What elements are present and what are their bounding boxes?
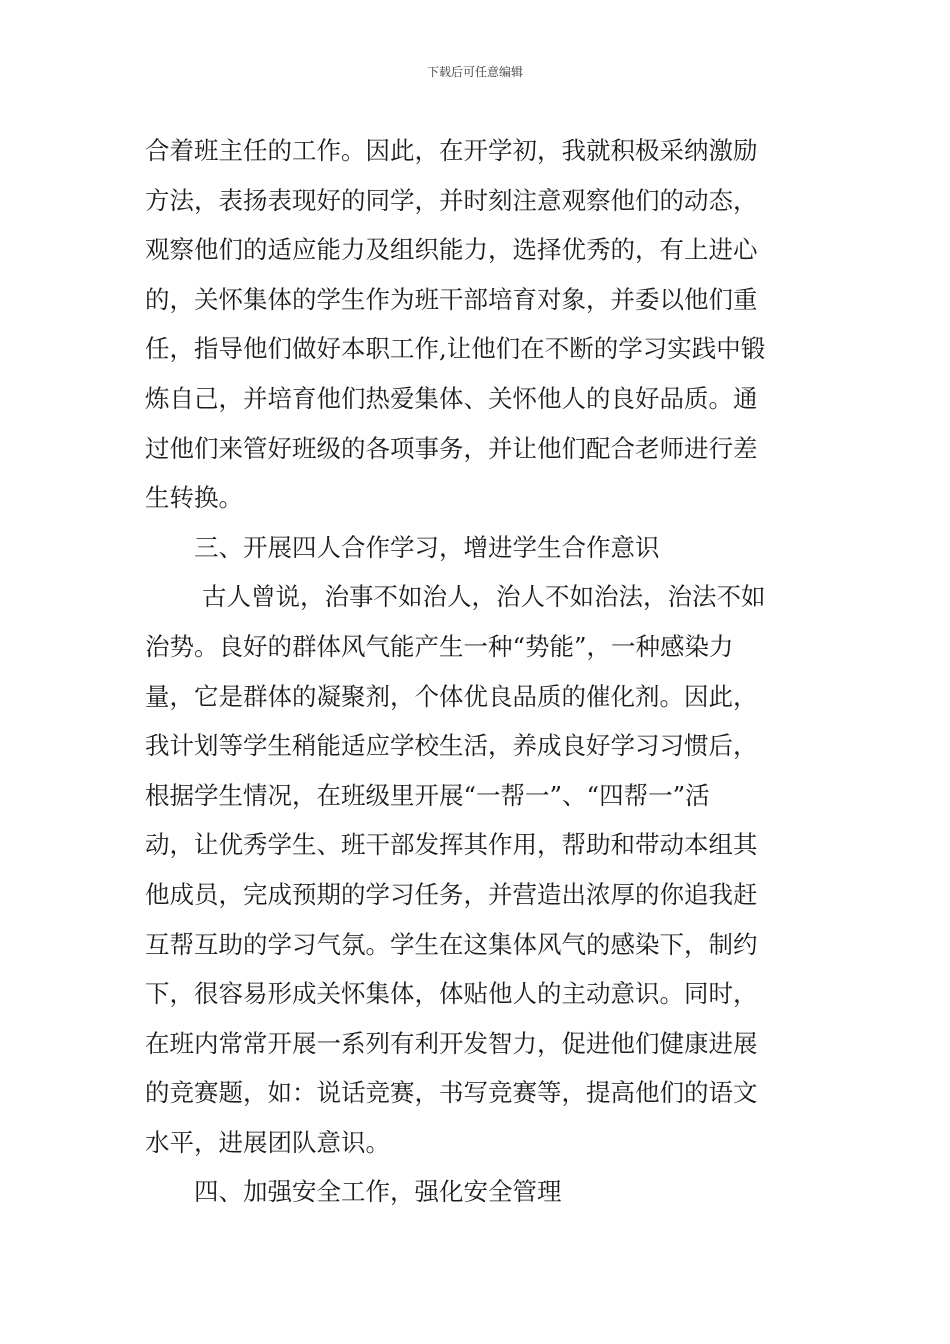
paragraph-line: 我计划等学生稍能适应学校生活，养成良好学习习惯后， [145,731,758,761]
paragraph-line: 生转换。 [145,483,243,513]
paragraph-line: 根据学生情况，在班级里开展“一帮一”、“四帮一”活 [145,780,710,810]
paragraph-line: 量，它是群体的凝聚剂，个体优良品质的催化剂。因此， [145,681,758,711]
paragraph-line: 炼自己，并培育他们热爱集体、关怀他人的良好品质。通 [145,383,758,413]
paragraph-line: 观察他们的适应能力及组织能力，选择优秀的，有上进心 [145,235,758,265]
paragraph-line: 任，指导他们做好本职工作,让他们在不断的学习实践中锻 [145,334,766,364]
paragraph-line: 合着班主任的工作。因此，在开学初，我就积极采纳激励 [145,136,758,165]
paragraph-line: 的，关怀集体的学生作为班干部培育对象，并委以他们重 [145,284,758,314]
document-body [145,126,807,1217]
paragraph-line: 水平，进展团队意识。 [145,1127,390,1157]
paragraph-line: 的竞赛题，如：说话竞赛，书写竞赛等，提高他们的语文 [145,1078,758,1108]
paragraph-line: 下，很容易形成关怀集体，体贴他人的主动意识。同时， [145,979,758,1009]
paragraph-line: 在班内常常开展一系列有利开发智力，促进他们健康进展 [145,1028,758,1058]
paragraph-line: 动，让优秀学生、班干部发挥其作用，帮助和带动本组其 [145,830,758,860]
paragraph-line: 古人曾说，治事不如治人，治人不如治法，治法不如 [202,582,766,612]
section-heading: 三、开展四人合作学习，增进学生合作意识 [194,532,660,562]
paragraph-line: 他成员，完成预期的学习任务，并营造出浓厚的你追我赶 [145,879,758,909]
paragraph-line: 过他们来管好班级的各项事务，并让他们配合老师进行差 [145,433,758,463]
section-heading: 四、加强安全工作，强化安全管理 [194,1177,562,1207]
paragraph-line: 互帮互助的学习气氛。学生在这集体风气的感染下，制约 [145,929,758,959]
page-header: 下载后可任意编辑 [426,65,523,79]
paragraph-line: 方法，表扬表现好的同学，并时刻注意观察他们的动态， [145,185,758,215]
paragraph-line: 治势。良好的群体风气能产生一种“势能”，一种感染力 [145,631,734,661]
